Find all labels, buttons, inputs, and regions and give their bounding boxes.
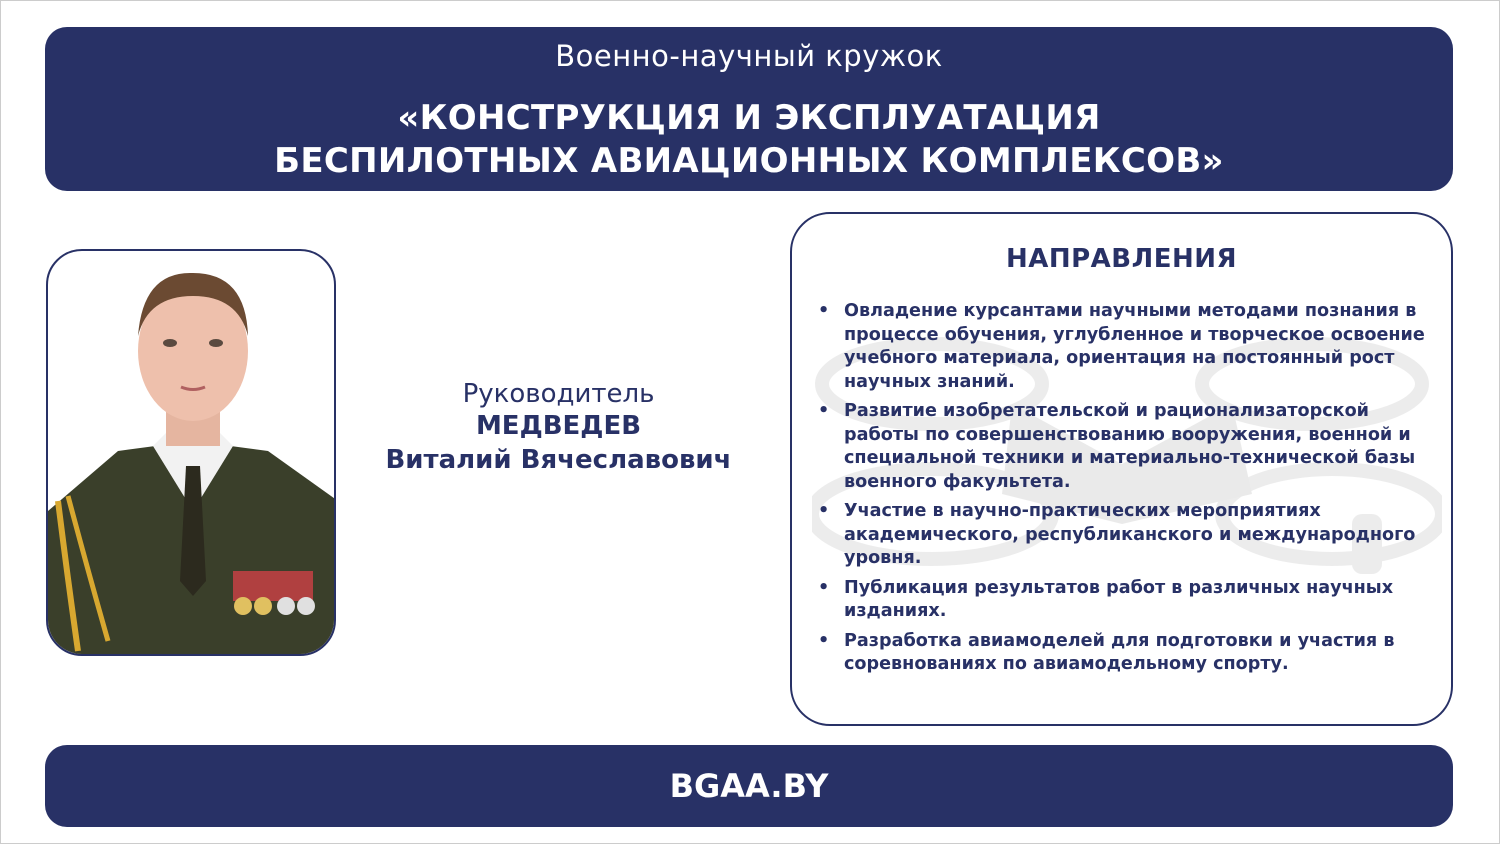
club-title xyxy=(45,97,1453,183)
leader-info xyxy=(361,379,756,477)
direction-item: • Публикация результатов работ в различных научных изданиях. xyxy=(818,577,1438,624)
directions-heading: НАПРАВЛЕНИЯ xyxy=(1005,244,1238,274)
directions-list xyxy=(818,300,1438,683)
footer-banner xyxy=(45,745,1453,827)
website-label: BGAA.BY xyxy=(669,767,829,805)
leader-surname: МЕДВЕДЕВ xyxy=(475,411,642,441)
direction-item: • Участие в научно-практических мероприятиях академического, республиканского и международного уровня. xyxy=(818,500,1438,571)
direction-item: • Разработка авиамоделей для подготовки и участия в соревнованиях по авиамодельному спорту. xyxy=(818,630,1438,677)
club-subtitle: Военно-научный кружок xyxy=(555,39,943,73)
direction-item: • Развитие изобретательской и рационализаторской работы по совершенствованию вооружения, военной и специальной техники и материально-технической базы военного факультета. xyxy=(818,400,1438,494)
leader-photo xyxy=(46,249,336,656)
directions-panel xyxy=(790,212,1453,726)
leader-given-names: Виталий Вячеславович xyxy=(385,445,732,475)
title-line-1: «КОНСТРУКЦИЯ И ЭКСПЛУАТАЦИЯ xyxy=(397,98,1101,138)
header-banner xyxy=(45,27,1453,191)
leader-role: Руководитель xyxy=(462,379,655,409)
direction-item: • Овладение курсантами научными методами познания в процессе обучения, углубленное и творческое освоение учебного материала, ориентация на постоянный рост научных знаний. xyxy=(818,300,1438,394)
title-line-2: БЕСПИЛОТНЫХ АВИАЦИОННЫХ КОМПЛЕКСОВ» xyxy=(274,141,1224,181)
